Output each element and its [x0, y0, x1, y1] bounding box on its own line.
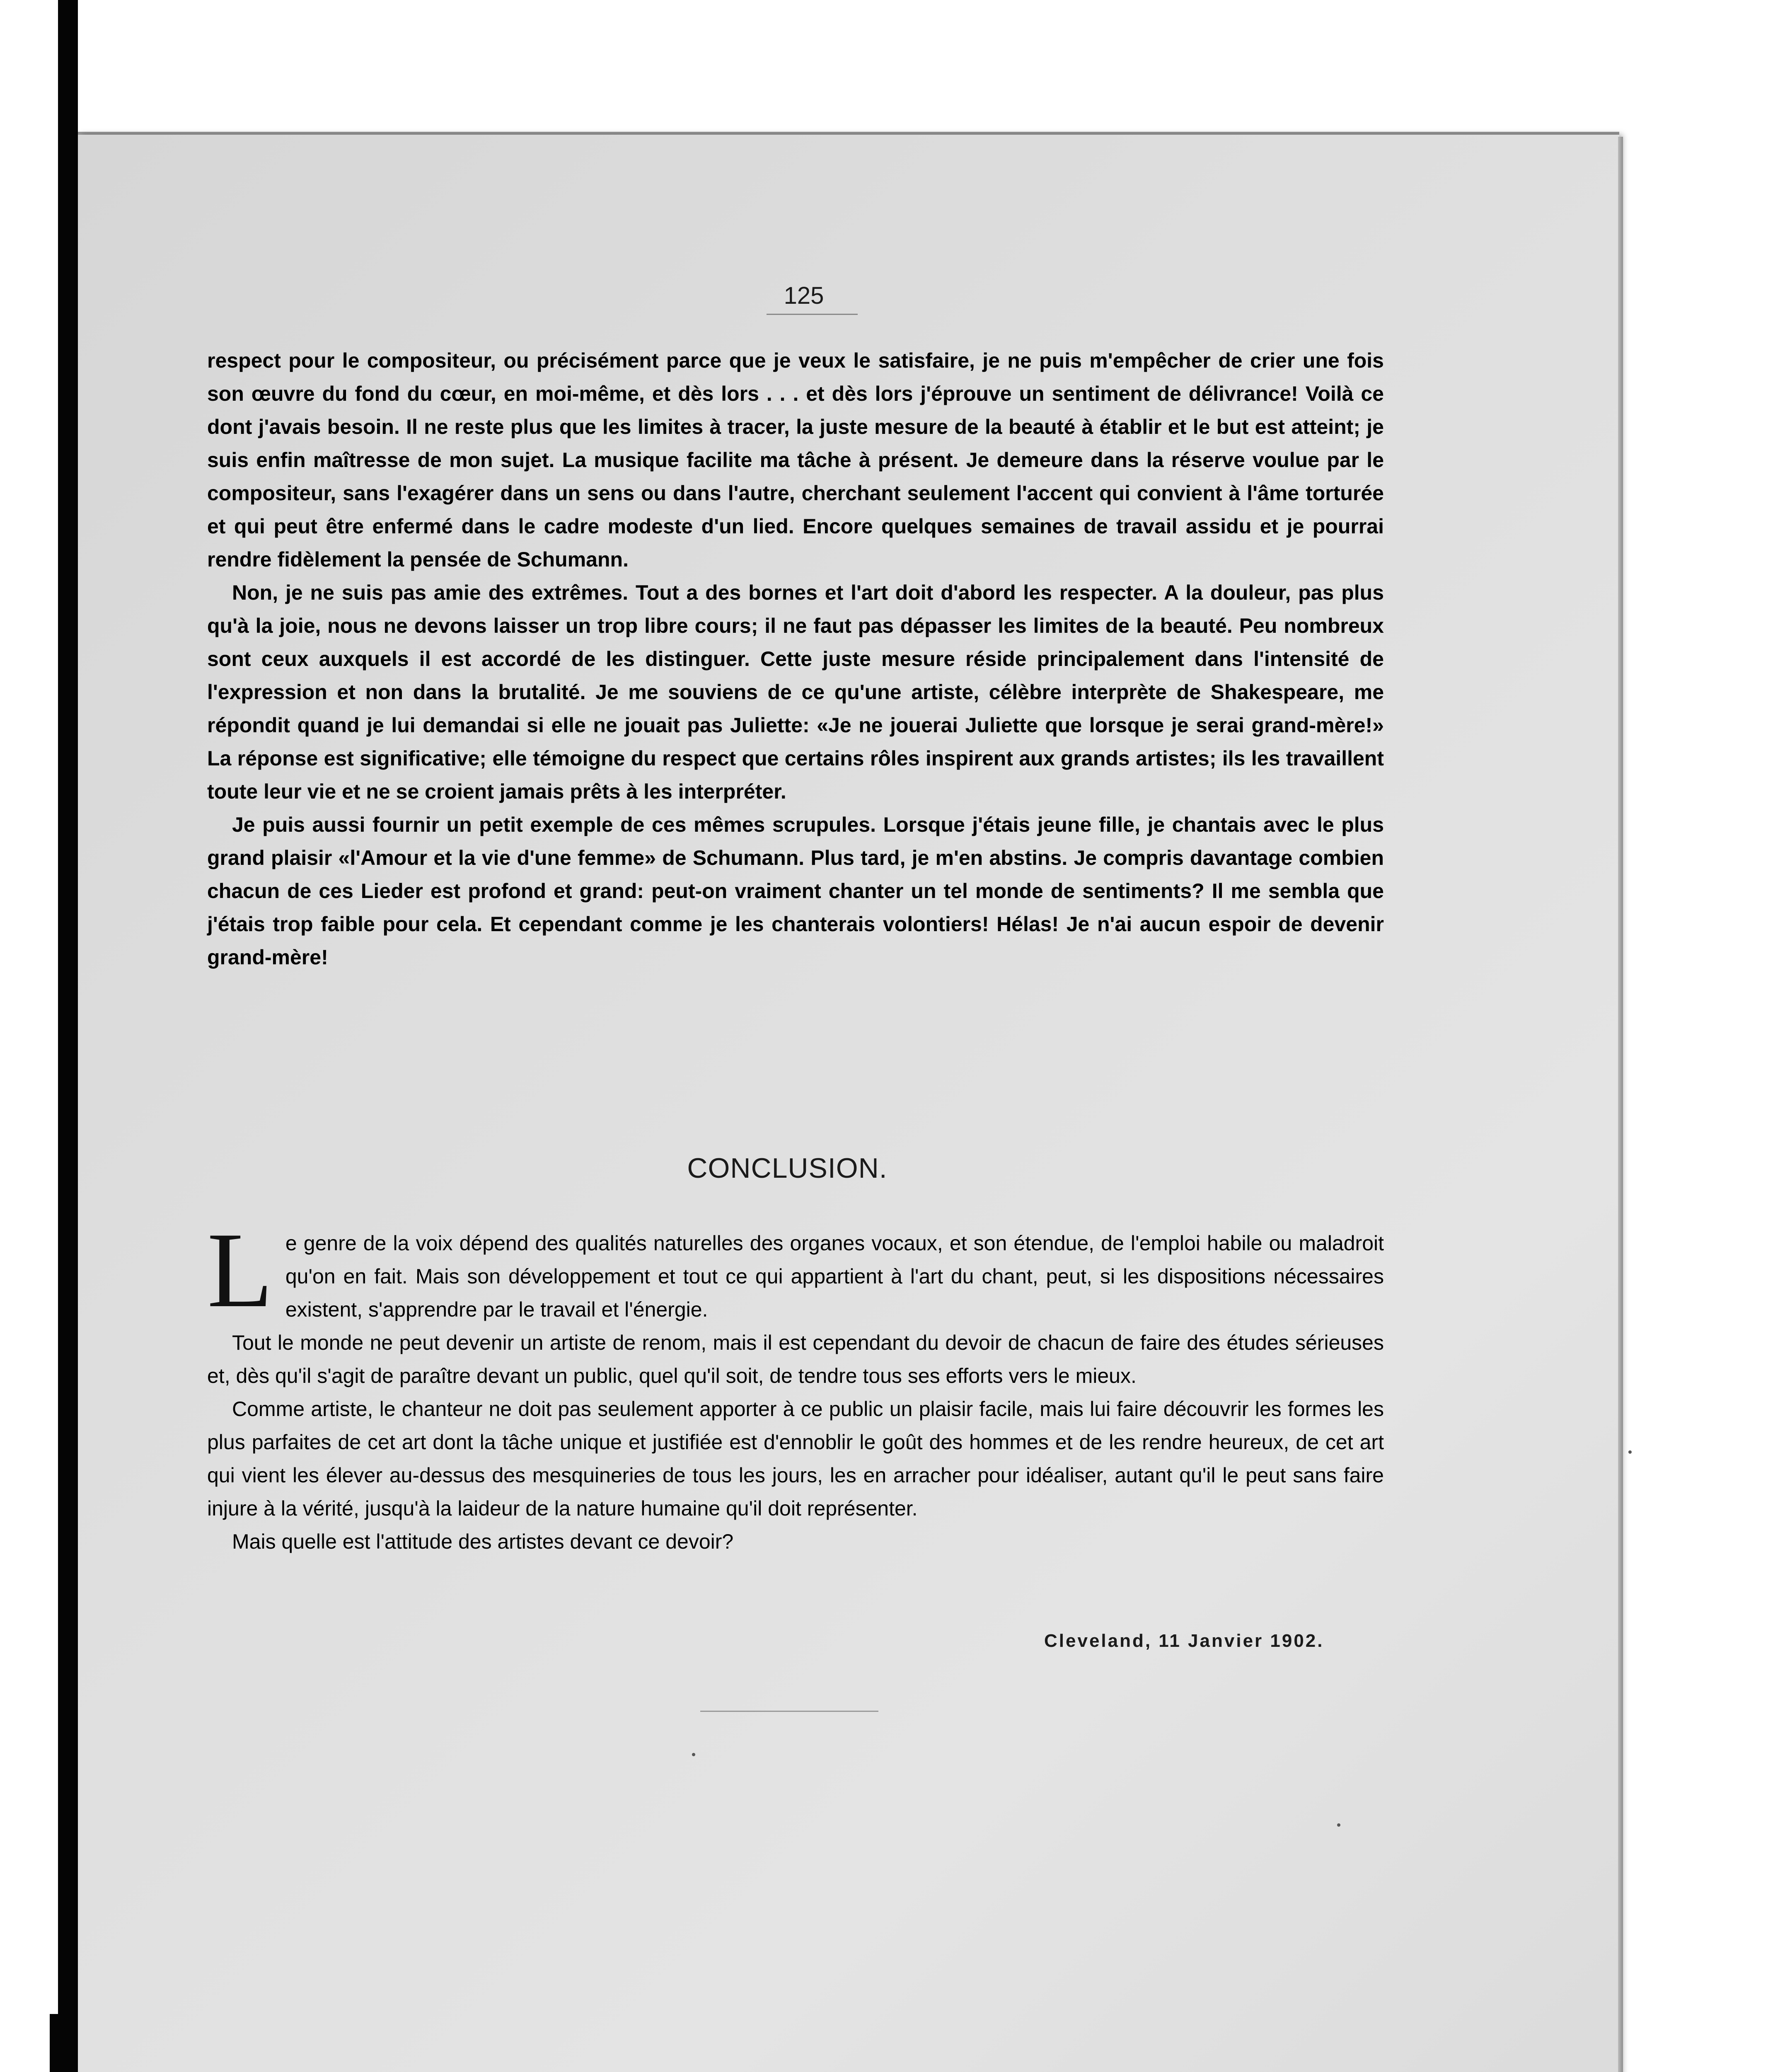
- conclusion-first-paragraph: [207, 1210, 1384, 1330]
- signature-date: Cleveland, 11 Janvier 1902.: [1044, 1631, 1324, 1651]
- conclusion-paragraph-1: e genre de la voix dépend des qualités naturelles des organes vocaux, et son étendue, de l'emploi habile ou maladroit qu'on en fait. Mais son développement et tout ce qui appartient à l'art du chant, peut, si les dispositions nécessaires existent, s'apprendre par le travail et l'énergie.: [285, 1232, 1384, 1321]
- section-1-text: [207, 344, 1384, 974]
- page-number-rule: [767, 314, 858, 315]
- conclusion-paragraph-2: Tout le monde ne peut devenir un artiste de renom, mais il est cependant du devoir de chacun de faire des études sérieuses et, dès qu'il s'agit de paraître devant un public, quel qu'il soit, de tendre tous ses efforts vers le mieux.: [207, 1331, 1384, 1387]
- conclusion-heading: CONCLUSION.: [687, 1152, 888, 1184]
- paragraph-1: respect pour le compositeur, ou précisément parce que je veux le satisfaire, je ne puis m'empêcher de crier une fois son œuvre du fond du cœur, en moi-même, et dès lors . . . et dès lors j'éprouve un sentiment de délivrance! Voilà ce dont j'avais besoin. Il ne reste plus que les limites à tracer, la juste mesure de la beauté à établir et le but est atteint; je suis enfin maîtresse de mon sujet. La musique facilite ma tâche à présent. Je demeure dans la réserve voulue par le compositeur, sans l'exagérer dans un sens ou dans l'autre, cherchant seulement l'accent qui convient à l'âme torturée et qui peut être enfermé dans le cadre modeste d'un lied. Encore quelques semaines de travail assidu et je pourrai rendre fidèlement la pensée de Schumann.: [207, 349, 1384, 571]
- end-rule: [700, 1711, 878, 1712]
- paper-speck: [1628, 1450, 1632, 1454]
- drop-cap: L: [207, 1210, 273, 1330]
- binding-bar-lower: [50, 2014, 75, 2072]
- page-number: 125: [784, 282, 824, 309]
- conclusion-paragraph-3: Comme artiste, le chanteur ne doit pas seulement apporter à ce public un plaisir facile, mais lui faire découvrir les formes les plus parfaites de cet art dont la tâche unique et justifiée est d'ennoblir le goût des hommes et de les rendre heureux, de cet art qui vient les élever au-dessus des mesquineries de tous les jours, les en arracher pour idéaliser, autant qu'il le peut sans faire injure à la vérité, jusqu'à la laideur de la nature humaine qu'il doit représenter.: [207, 1397, 1384, 1520]
- paragraph-3: Je puis aussi fournir un petit exemple de ces mêmes scrupules. Lorsque j'étais jeune fille, je chantais avec le plus grand plaisir «l'Amour et la vie d'une femme» de Schumann. Plus tard, je m'en abstins. Je compris davantage combien chacun de ces Lieder est profond et grand: peut-on vraiment chanter un tel monde de sentiments? Il me sembla que j'étais trop faible pour cela. Et cependant comme je les chanterais volontiers! Hélas! Je n'ai aucun espoir de devenir grand-mère!: [207, 813, 1384, 969]
- conclusion-paragraph-4: Mais quelle est l'attitude des artistes devant ce devoir?: [232, 1530, 734, 1553]
- paper-speck: [692, 1753, 695, 1756]
- paper-speck: [1337, 1823, 1340, 1827]
- page-edge-right: [1618, 137, 1623, 2072]
- conclusion-text: [207, 1210, 1384, 1558]
- binding-bar: [58, 0, 78, 2072]
- paragraph-2: Non, je ne suis pas amie des extrêmes. Tout a des bornes et l'art doit d'abord les respecter. A la douleur, pas plus qu'à la joie, nous ne devons laisser un trop libre cours; il ne faut pas dépasser les limites de la beauté. Peu nombreux sont ceux auxquels il est accordé de les distinguer. Cette juste mesure réside principalement dans l'intensité de l'expression et non dans la brutalité. Je me souviens de ce qu'une artiste, célèbre interprète de Shakespeare, me répondit quand je lui demandai si elle ne jouait pas Juliette: «Je ne jouerai Juliette que lorsque je serai grand-mère!» La réponse est significative; elle témoigne du respect que certains rôles inspirent aux grands artistes; ils les travaillent toute leur vie et ne se croient jamais prêts à les interpréter.: [207, 581, 1384, 803]
